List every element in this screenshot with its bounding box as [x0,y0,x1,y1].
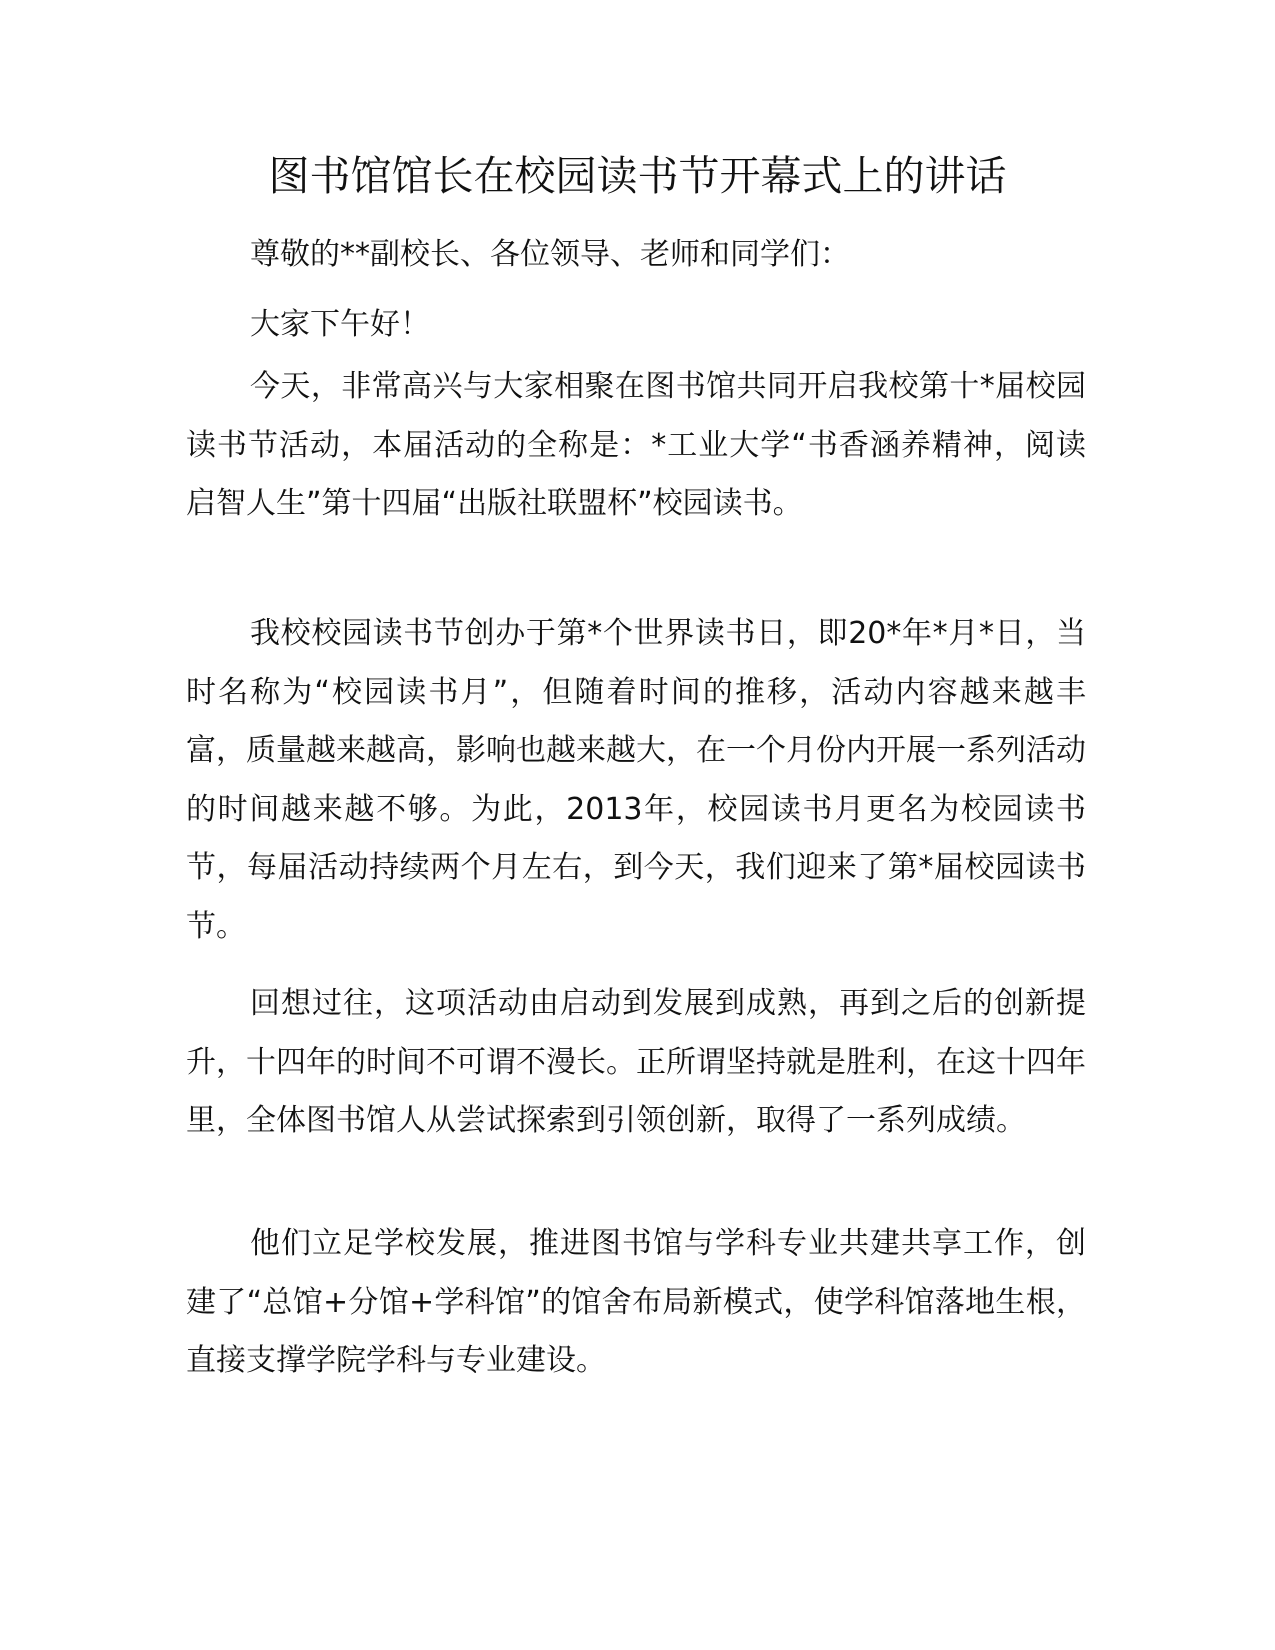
document-title: 图书馆馆长在校园读书节开幕式上的讲话 [268,152,1007,200]
greeting: 大家下午好！ [250,307,430,342]
body-paragraph: 今天，非常高兴与大家相聚在图书馆共同开启我校第十*届校园读书节活动，本届活动的全称是：*工业大学“书香涵养精神，阅读启智人生”第十四届“出版社联盟杯”校园读书。 [186,369,1086,521]
body-paragraph: 回想过往，这项活动由启动到发展到成熟，再到之后的创新提升，十四年的时间不可谓不漫长。正所谓坚持就是胜利，在这十四年里，全体图书馆人从尝试探索到引领创新，取得了一系列成绩。 [186,986,1086,1138]
body-paragraph: 我校校园读书节创办于第*个世界读书日，即20*年*月*日，当时名称为“校园读书月”，但随着时间的推移，活动内容越来越丰富，质量越来越高，影响也越来越大，在一个月份内开展一系列活动的时间越来越不够。为此，2013年，校园读书月更名为校园读书节，每届活动持续两个月左右，到今天，我们迎来了第*届校园读书节。 [186,616,1086,944]
body-paragraph: 他们立足学校发展，推进图书馆与学科专业共建共享工作，创建了“总馆+分馆+学科馆”的馆舍布局新模式，使学科馆落地生根，直接支撑学院学科与专业建设。 [186,1226,1086,1378]
salutation: 尊敬的**副校长、各位领导、老师和同学们： [250,237,850,272]
